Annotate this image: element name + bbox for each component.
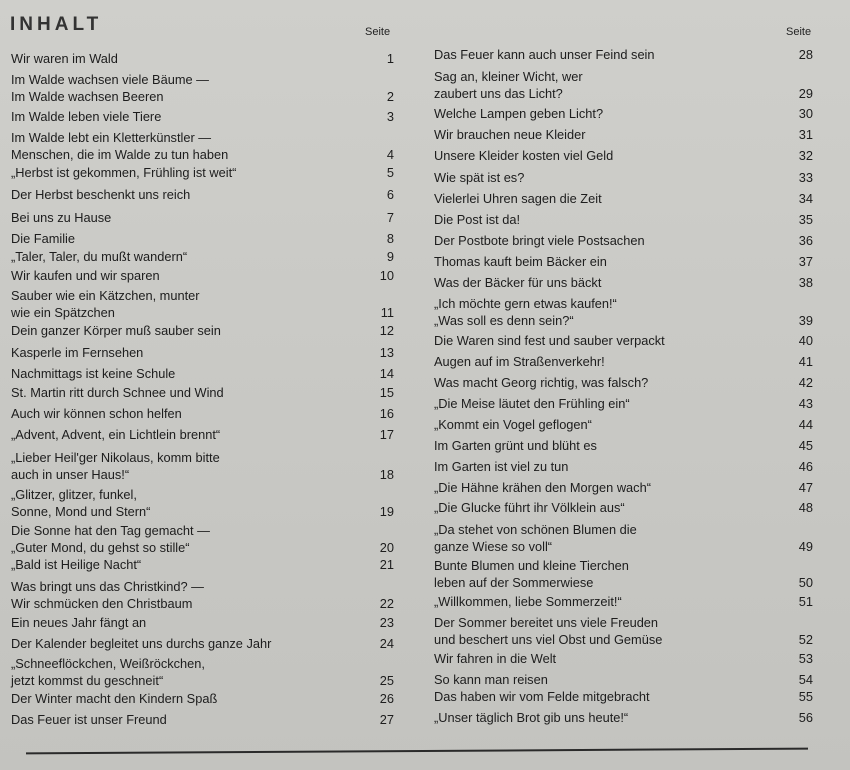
contents-entry: [11, 187, 394, 204]
entry-title-line: Die Familie: [11, 231, 75, 246]
contents-entry: [434, 522, 813, 555]
entry-title-line: „Was soll es denn sein?“: [434, 312, 574, 328]
entry-title-line: Kasperle im Fernsehen: [11, 345, 144, 360]
entry-title-line: leben auf der Sommerwiese: [434, 574, 594, 590]
entry-title-line: jetzt kommst du geschneit“: [11, 672, 164, 688]
entry-page-number: 30: [798, 106, 813, 121]
entry-page-number: 7: [386, 210, 394, 225]
entry-page-number: 1: [386, 51, 394, 66]
contents-entry: [434, 254, 813, 271]
entry-page-number: 21: [379, 557, 394, 572]
entry-title-line: Wie spät ist es?: [434, 170, 525, 185]
entry-title-line: Der Sommer bereitet uns viele Freuden: [434, 615, 659, 630]
entry-page-number: 31: [798, 127, 813, 142]
left-page-column-label: Seite: [365, 26, 391, 38]
contents-entry: [11, 72, 394, 105]
entry-page-number: 28: [798, 47, 813, 62]
contents-entry: [11, 712, 394, 729]
entry-title-line: So kann man reisen: [434, 672, 548, 687]
entry-page-number: 51: [798, 594, 813, 609]
entry-page-number: 46: [798, 459, 813, 474]
entry-title-line: Menschen, die im Walde zu tun haben: [11, 146, 229, 162]
entry-title-line: Im Garten ist viel zu tun: [434, 459, 569, 474]
entry-title-line: „Taler, Taler, du mußt wandern“: [11, 249, 188, 264]
entry-page-number: 8: [386, 231, 394, 246]
entry-title-line: „Glitzer, glitzer, funkel,: [11, 487, 137, 502]
entry-page-number: 29: [798, 85, 813, 101]
contents-entry: [11, 557, 394, 574]
entry-page-number: 45: [798, 438, 813, 453]
entry-title-line: zaubert uns das Licht?: [434, 85, 563, 101]
entry-page-number: 54: [798, 672, 813, 687]
entry-page-number: 52: [798, 631, 813, 647]
entry-page-number: 26: [379, 691, 394, 706]
entry-page-number: 55: [798, 689, 813, 704]
entry-title-line: „Die Hähne krähen den Morgen wach“: [434, 480, 651, 495]
entry-title-line: Im Garten grünt und blüht es: [434, 438, 597, 453]
contents-entry: [11, 579, 394, 612]
entry-page-number: 25: [379, 672, 394, 688]
entry-page-number: 22: [379, 595, 394, 611]
entry-page-number: 34: [798, 191, 813, 206]
entry-title-line: „Willkommen, liebe Sommerzeit!“: [434, 594, 622, 609]
entry-title-line: Das Feuer kann auch unser Feind sein: [434, 47, 655, 62]
entry-title-line: Was der Bäcker für uns bäckt: [434, 275, 602, 290]
entry-title-line: „Lieber Heil'ger Nikolaus, komm bitte: [11, 450, 220, 465]
entry-page-number: 53: [798, 651, 813, 666]
entry-title-line: Wir fahren in die Welt: [434, 651, 557, 666]
entry-page-number: 43: [798, 396, 813, 411]
contents-entry: [434, 47, 813, 64]
entry-title-line: Sauber wie ein Kätzchen, munter: [11, 288, 200, 303]
entry-page-number: 14: [379, 366, 394, 381]
contents-entry: [11, 51, 394, 68]
entry-title-line: „Die Meise läutet den Frühling ein“: [434, 396, 630, 411]
contents-entry: [434, 689, 813, 706]
entry-page-number: 41: [798, 354, 813, 369]
entry-page-number: 5: [386, 165, 394, 180]
entry-page-number: 38: [798, 275, 813, 290]
entry-page-number: 32: [798, 148, 813, 163]
entry-title-line: Im Walde leben viele Tiere: [11, 109, 162, 124]
entry-page-number: 3: [386, 109, 394, 124]
entry-page-number: 4: [386, 146, 394, 162]
entry-title-line: „Da stehet von schönen Blumen die: [434, 522, 637, 537]
contents-entry: [434, 651, 813, 668]
entry-title-line: „Bald ist Heilige Nacht“: [11, 557, 142, 572]
entry-title-line: Dein ganzer Körper muß sauber sein: [11, 323, 221, 338]
contents-entry: [434, 212, 813, 229]
entry-page-number: 35: [798, 212, 813, 227]
contents-entry: [11, 427, 394, 444]
contents-entry: [11, 406, 394, 423]
contents-entry: [11, 385, 394, 402]
entry-page-number: 16: [379, 406, 394, 421]
entry-title-line: und beschert uns viel Obst und Gemüse: [434, 631, 663, 647]
entry-title-line: Was bringt uns das Christkind? —: [11, 579, 204, 594]
contents-entry: [434, 191, 813, 208]
entry-title-line: auch in unser Haus!“: [11, 466, 130, 482]
entry-title-line: Das Feuer ist unser Freund: [11, 712, 167, 727]
entry-title-line: Ein neues Jahr fängt an: [11, 615, 147, 630]
entry-page-number: 19: [379, 503, 394, 519]
entry-title-line: „Advent, Advent, ein Lichtlein brennt“: [11, 427, 221, 442]
contents-entry: [434, 710, 813, 727]
entry-title-line: Der Postbote bringt viele Postsachen: [434, 233, 645, 248]
entry-title-line: Bei uns zu Hause: [11, 210, 112, 225]
contents-entry: [11, 210, 394, 227]
contents-entry: [434, 438, 813, 455]
contents-entry: [434, 417, 813, 434]
entry-title-line: Welche Lampen geben Licht?: [434, 106, 604, 121]
entry-page-number: 42: [798, 375, 813, 390]
contents-entry: [11, 636, 394, 653]
entry-page-number: 40: [798, 333, 813, 348]
entry-title-line: Die Post ist da!: [434, 212, 521, 227]
entry-page-number: 9: [386, 249, 394, 264]
contents-entry: [11, 288, 394, 321]
entry-page-number: 15: [379, 385, 394, 400]
contents-entry: [11, 366, 394, 383]
entry-title-line: Im Walde wachsen viele Bäume —: [11, 72, 209, 87]
right-page-column-label: Seite: [786, 26, 812, 38]
contents-entry: [434, 354, 813, 371]
contents-entry: [11, 450, 394, 483]
entry-title-line: Sonne, Mond und Stern“: [11, 503, 151, 519]
entry-title-line: Auch wir können schon helfen: [11, 406, 182, 421]
contents-entry: [434, 333, 813, 350]
entry-title-line: „Schneeflöckchen, Weißröckchen,: [11, 656, 205, 671]
contents-entry: [434, 233, 813, 250]
entry-page-number: 6: [386, 187, 394, 202]
contents-entry: [434, 615, 813, 648]
entry-title-line: „Die Glucke führt ihr Völklein aus“: [434, 500, 625, 515]
entry-page-number: 36: [798, 233, 813, 248]
entry-title-line: Der Winter macht den Kindern Spaß: [11, 691, 218, 706]
entry-page-number: 39: [798, 312, 813, 328]
entry-title-line: Im Walde lebt ein Kletterkünstler —: [11, 130, 212, 145]
entry-page-number: 10: [379, 268, 394, 283]
entry-title-line: Nachmittags ist keine Schule: [11, 366, 176, 381]
contents-entry: [11, 615, 394, 632]
entry-page-number: 11: [380, 304, 394, 320]
entry-page-number: 50: [798, 574, 813, 590]
entry-title-line: Der Kalender begleitet uns durchs ganze Jahr: [11, 636, 272, 651]
entry-title-line: Im Walde wachsen Beeren: [11, 88, 164, 104]
entry-page-number: 27: [379, 712, 394, 727]
entry-title-line: Was macht Georg richtig, was falsch?: [434, 375, 649, 390]
contents-entry: [434, 170, 813, 187]
entry-title-line: Wir brauchen neue Kleider: [434, 127, 586, 142]
contents-entry: [434, 672, 813, 689]
entry-title-line: Die Waren sind fest und sauber verpackt: [434, 333, 665, 348]
contents-entry: [434, 106, 813, 123]
entry-title-line: Das haben wir vom Felde mitgebracht: [434, 689, 650, 704]
entry-title-line: „Kommt ein Vogel geflogen“: [434, 417, 592, 432]
contents-entry: [434, 375, 813, 392]
entry-title-line: Die Sonne hat den Tag gemacht —: [11, 523, 210, 538]
entry-page-number: 13: [379, 345, 394, 360]
contents-entry: [11, 231, 394, 248]
contents-entry: [11, 523, 394, 556]
entry-title-line: St. Martin ritt durch Schnee und Wind: [11, 385, 224, 400]
contents-entry: [11, 323, 394, 340]
contents-entry: [434, 69, 813, 102]
right-contents-column: [434, 0, 813, 770]
entry-page-number: 18: [379, 466, 394, 482]
contents-entry: [434, 480, 813, 497]
entry-title-line: Thomas kauft beim Bäcker ein: [434, 254, 607, 269]
contents-entry: [434, 500, 813, 517]
contents-entry: [11, 656, 394, 689]
entry-title-line: „Herbst ist gekommen, Frühling ist weit“: [11, 165, 237, 180]
entry-title-line: „Ich möchte gern etwas kaufen!“: [434, 296, 617, 311]
entry-page-number: 37: [798, 254, 813, 269]
entry-page-number: 47: [798, 480, 813, 495]
entry-page-number: 23: [379, 615, 394, 630]
contents-entry: [434, 459, 813, 476]
contents-entry: [11, 268, 394, 285]
entry-page-number: 44: [798, 417, 813, 432]
entry-title-line: „Guter Mond, du gehst so stille“: [11, 539, 190, 555]
page-title: INHALT: [10, 14, 103, 35]
entry-title-line: Wir kaufen und wir sparen: [11, 268, 160, 283]
entry-title-line: wie ein Spätzchen: [11, 304, 115, 320]
contents-entry: [11, 691, 394, 708]
contents-entry: [11, 249, 394, 266]
entry-title-line: Bunte Blumen und kleine Tierchen: [434, 558, 629, 573]
entry-title-line: „Unser täglich Brot gib uns heute!“: [434, 710, 629, 725]
contents-entry: [434, 594, 813, 611]
entry-title-line: ganze Wiese so voll“: [434, 538, 553, 554]
contents-entry: [11, 165, 394, 182]
contents-entry: [434, 275, 813, 292]
entry-page-number: 24: [379, 636, 394, 651]
contents-entry: [11, 109, 394, 126]
contents-entry: [11, 130, 394, 163]
entry-page-number: 48: [798, 500, 813, 515]
contents-entry: [11, 345, 394, 362]
contents-entry: [434, 127, 813, 144]
entry-title-line: Wir schmücken den Christbaum: [11, 595, 193, 611]
entry-title-line: Vielerlei Uhren sagen die Zeit: [434, 191, 602, 206]
contents-entry: [434, 396, 813, 413]
entry-page-number: 49: [798, 538, 813, 554]
entry-title-line: Der Herbst beschenkt uns reich: [11, 187, 191, 202]
entry-title-line: Augen auf im Straßenverkehr!: [434, 354, 605, 369]
contents-entry: [434, 296, 813, 329]
entry-title-line: Wir waren im Wald: [11, 51, 118, 66]
entry-page-number: 33: [798, 170, 813, 185]
entry-title-line: Sag an, kleiner Wicht, wer: [434, 69, 583, 84]
entry-page-number: 12: [379, 323, 394, 338]
entry-page-number: 20: [379, 539, 394, 555]
entry-title-line: Unsere Kleider kosten viel Geld: [434, 148, 614, 163]
left-contents-column: [11, 0, 394, 770]
entry-page-number: 17: [379, 427, 394, 442]
contents-entry: [434, 558, 813, 591]
contents-entry: [11, 487, 394, 520]
entry-page-number: 56: [798, 710, 813, 725]
contents-entry: [434, 148, 813, 165]
entry-page-number: 2: [386, 88, 394, 104]
